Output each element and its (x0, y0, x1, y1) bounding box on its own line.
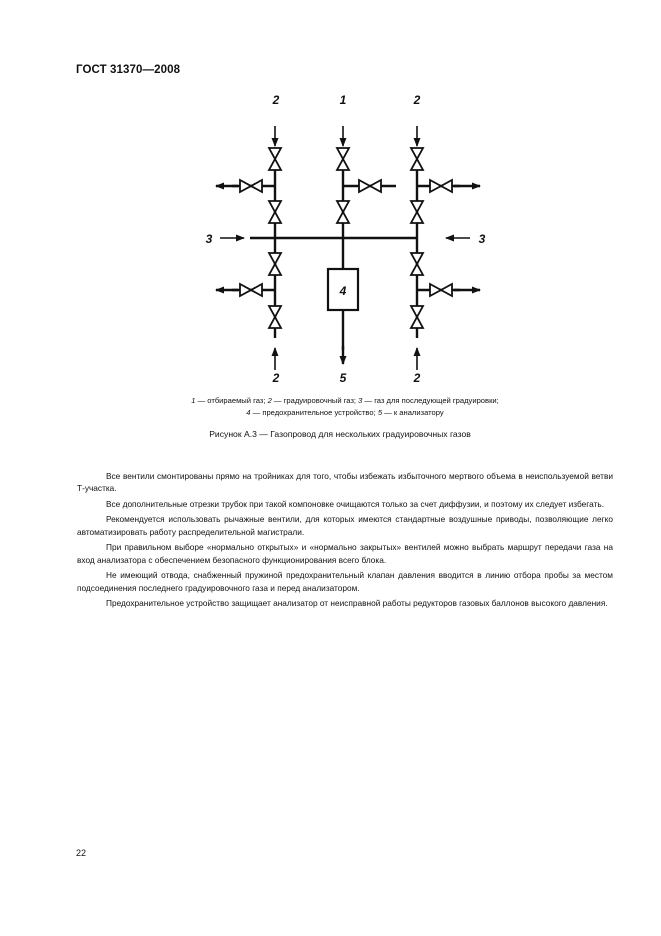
label-bottom-center: 5 (339, 371, 347, 385)
label-box: 4 (339, 284, 347, 298)
label-left-inlet: 3 (205, 232, 213, 246)
label-bottom-left: 2 (272, 371, 280, 385)
legend-line-2 (100, 407, 590, 419)
legend-text-1: — отбираемый газ; (195, 396, 268, 405)
legend-line-1 (100, 395, 590, 407)
legend-num-5: 5 (377, 408, 383, 417)
paragraph: Все дополнительные отрезки трубок при такой компоновке очищаются только за счет диффузии, и поэтому их следует избегать. (106, 498, 604, 509)
legend-num-2: 2 (267, 396, 272, 405)
legend-text-2: — градуировочный газ; (271, 396, 359, 405)
label-top-left: 2 (272, 93, 280, 107)
paragraph: При правильном выборе «нормально открытых» и «нормально закрытых» вентилей можно выбрать маршрут передачи газа на вход анализатора с обеспечением безопасного функционирования всего блока. (77, 542, 613, 565)
paragraph: Предохранительное устройство защищает анализатор от неисправной работы редукторов газовых баллонов высокого давления. (106, 598, 608, 609)
body-text (77, 470, 613, 613)
paragraph: Рекомендуется использовать рычажные вентили, для которых имеются стандартные воздушные приводы, позволяющие легко автоматизировать работу распределительной магистрали. (77, 514, 613, 537)
paragraph: Не имеющий отвода, снабженный пружиной предохранительный клапан давления вводится в линию отбора пробы за местом подсоединения последнего градуировочного газа и перед анализатором. (77, 570, 613, 593)
label-right-inlet: 3 (478, 232, 486, 246)
legend-text-4: — предохранительное устройство; (250, 408, 378, 417)
paragraph: Все вентили смонтированы прямо на тройниках для того, чтобы избежать избыточного мертвого объема в неиспользуемой ветви Т-участка. (77, 471, 613, 494)
label-top-center: 1 (339, 93, 347, 107)
gas-line-diagram (190, 88, 500, 388)
legend-text-3: — газ для последующей градуировки; (362, 396, 499, 405)
label-top-right: 2 (413, 93, 421, 107)
figure-legend (100, 395, 590, 419)
legend-num-1: 1 (191, 396, 196, 405)
legend-num-3: 3 (358, 396, 363, 405)
figure-caption: Рисунок А.3 — Газопровод для нескольких градуировочных газов (209, 429, 471, 439)
legend-text-5: — к анализатору (382, 408, 444, 417)
legend-num-4: 4 (246, 408, 251, 417)
document-header: ГОСТ 31370—2008 (76, 64, 181, 76)
page-number: 22 (76, 848, 87, 858)
label-bottom-right: 2 (413, 371, 421, 385)
